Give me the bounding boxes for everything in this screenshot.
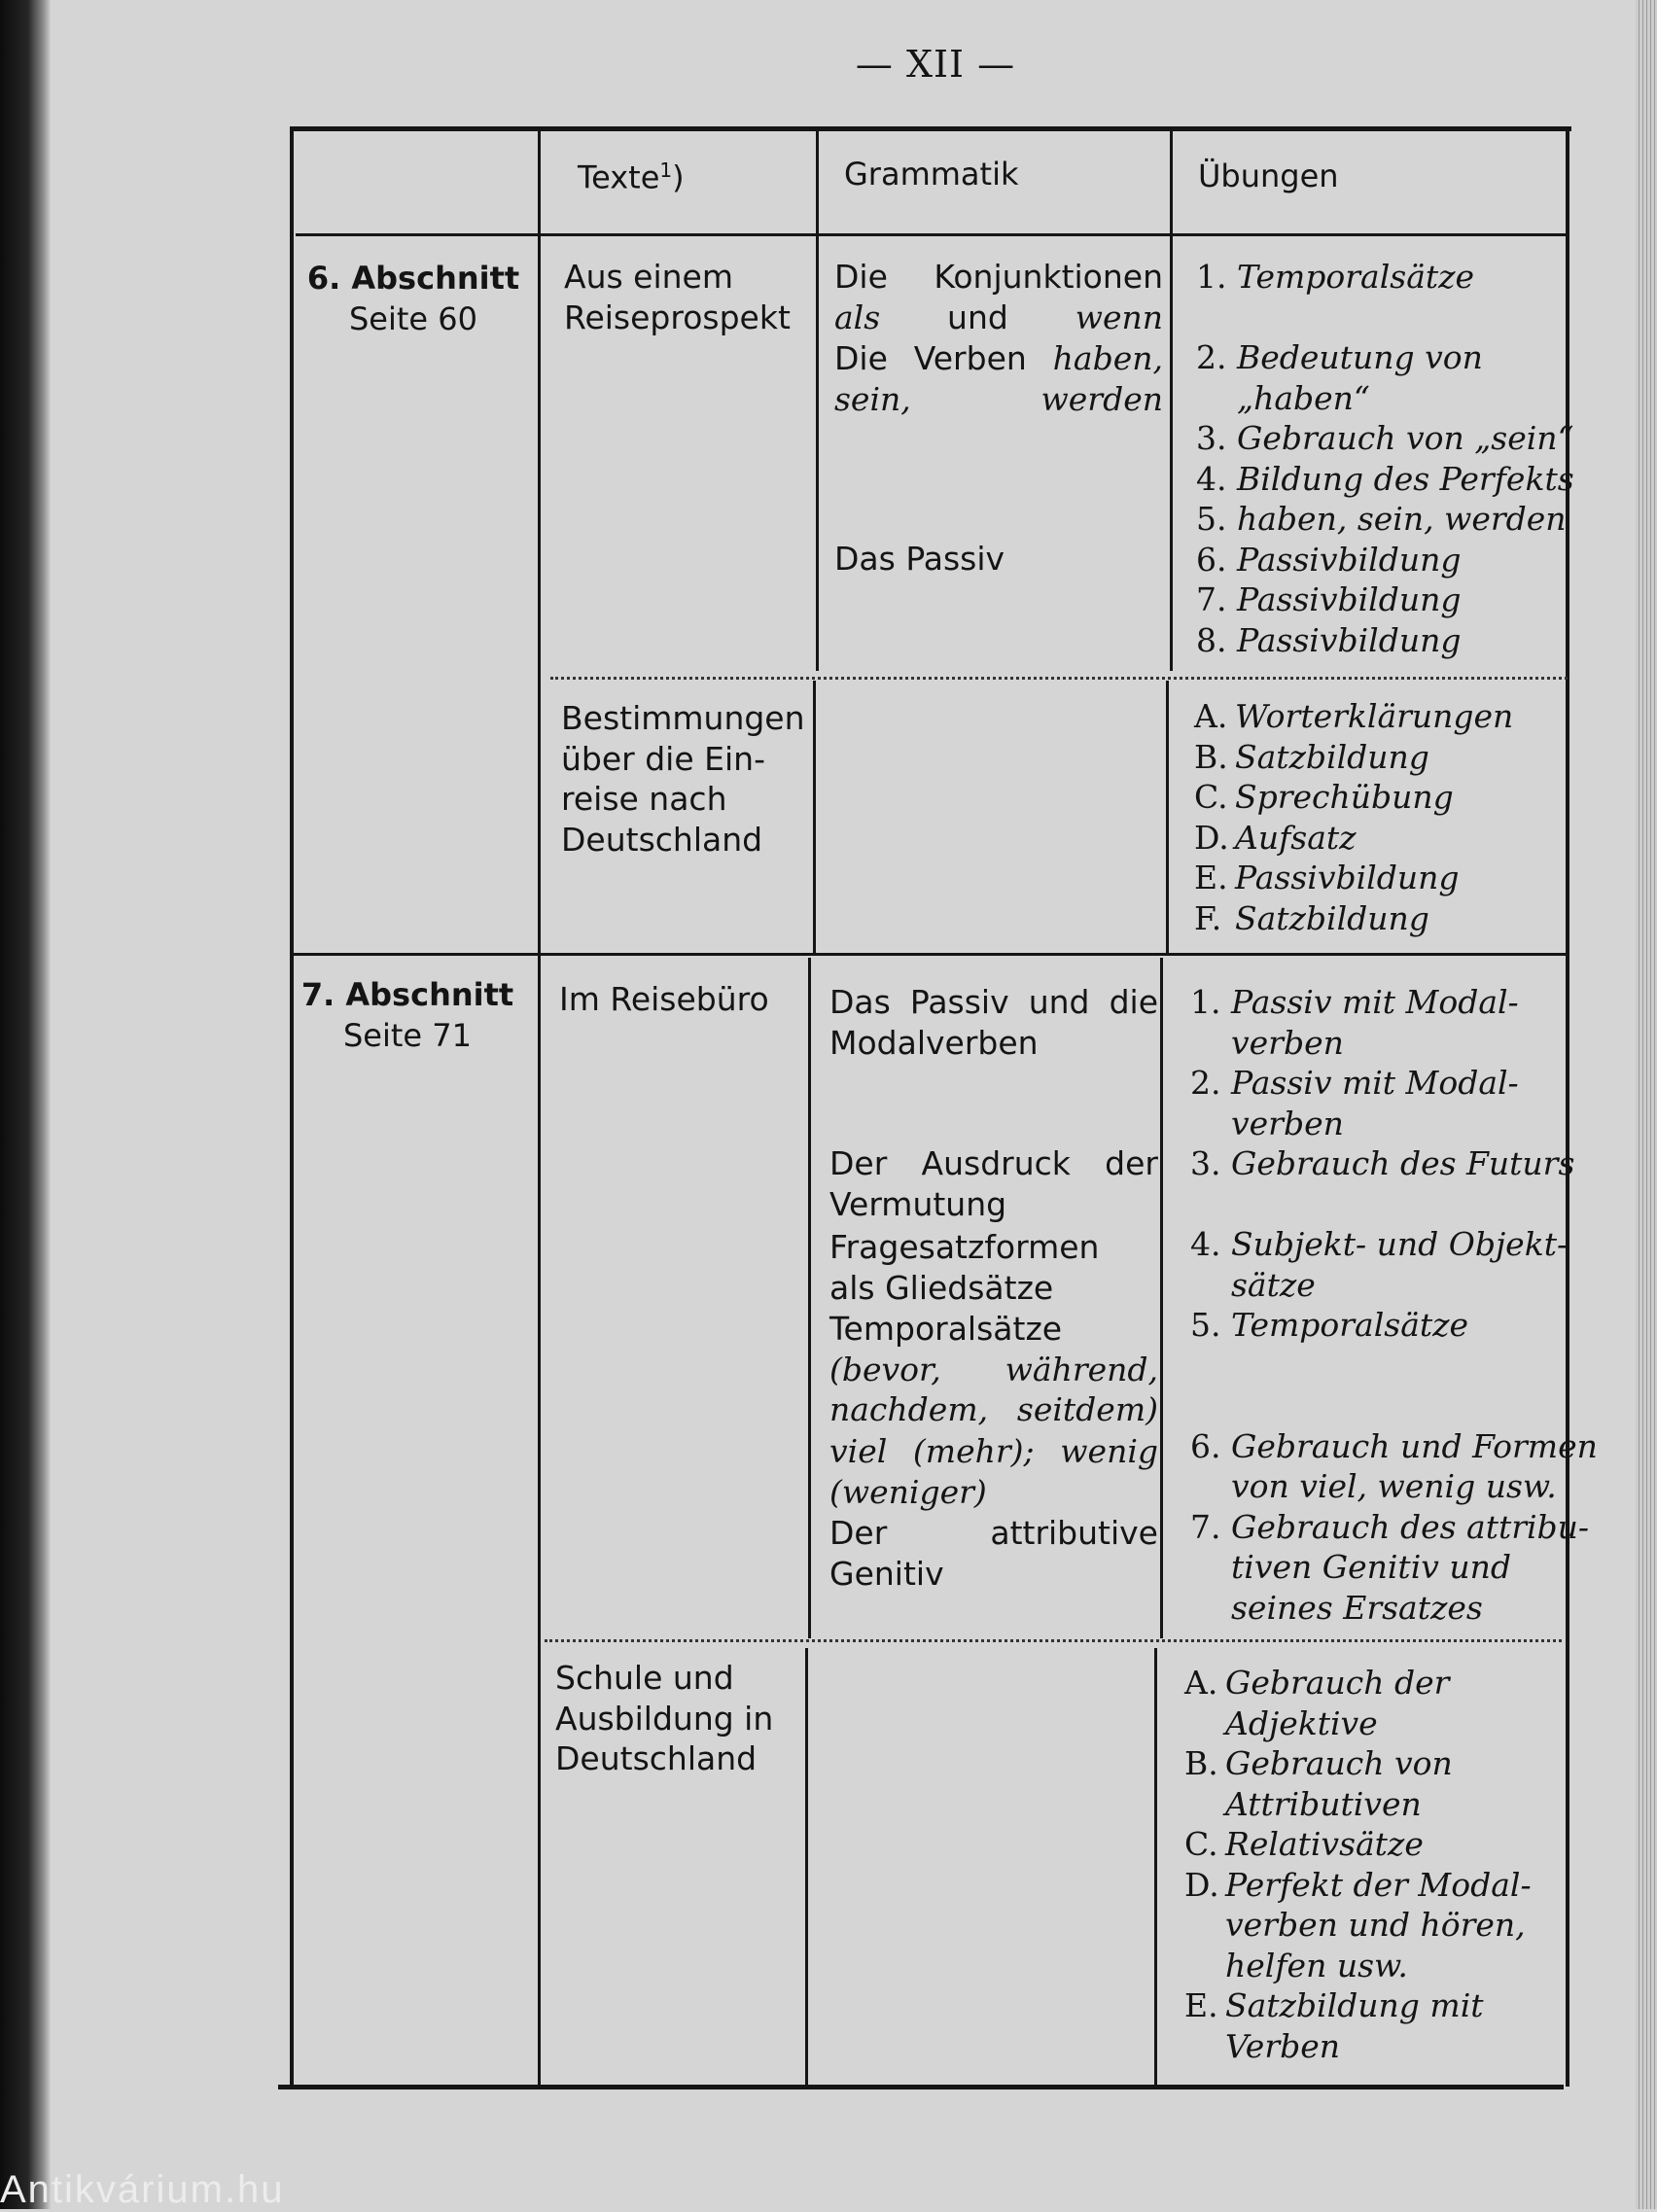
column-rule-3 <box>1170 126 1173 671</box>
grammar-line <box>829 1431 1158 1472</box>
spacer <box>1190 1346 1564 1387</box>
exercise-number: E. <box>1194 859 1228 896</box>
exercise-text: Gebrauch und Formen <box>1231 1426 1598 1465</box>
exercise-text: „haben“ <box>1237 378 1370 417</box>
exercise-number: B. <box>1194 737 1228 776</box>
grammar-item <box>829 1431 1158 1512</box>
exercise-number: F. <box>1194 898 1222 937</box>
exercise-item <box>1190 1305 1564 1346</box>
exercise-item <box>1190 1224 1569 1265</box>
exercise-number <box>1184 1905 1225 1946</box>
exercise-text: Gebrauch des Futurs <box>1231 1144 1575 1182</box>
exercise-item <box>1196 499 1566 540</box>
grammar-italic: (bevor, während, <box>829 1350 1158 1388</box>
exercise-number: 3. <box>1190 1144 1221 1182</box>
exercise-number: 4. <box>1190 1225 1221 1263</box>
exercise-text: Temporalsätze <box>1237 258 1475 296</box>
exercise-text: Gebrauch des attribu- <box>1231 1507 1590 1546</box>
exercise-text: Satzbildung <box>1235 898 1429 937</box>
exercise-item-continuation <box>1190 1547 1564 1588</box>
grammar-line: Die Konjunktionen <box>834 258 1163 296</box>
grammar-line: Der Ausdruck der <box>829 1144 1158 1182</box>
exercise-text: Passivbildung <box>1237 620 1462 659</box>
grammar-line <box>829 1472 1158 1513</box>
grammar-line: Vermutung <box>829 1184 1007 1223</box>
text-title: Aus einem Reiseprospekt <box>564 258 791 336</box>
exercise-item <box>1184 1865 1558 1906</box>
grammar-italic: nachdem, seitdem) <box>829 1390 1158 1428</box>
exercise-text: Gebrauch der <box>1225 1664 1450 1702</box>
exercise-number: A. <box>1194 697 1228 735</box>
exercise-item <box>1194 696 1564 737</box>
exercise-number <box>1190 1023 1231 1064</box>
block-divider-dotted <box>550 677 1568 680</box>
grammar-line: Das Passiv <box>834 540 1005 578</box>
grammar-italic: (weniger) <box>829 1472 987 1511</box>
exercise-text: Gebrauch von „sein“ <box>1237 419 1574 457</box>
grammar-italic: sein, werden <box>834 379 1163 418</box>
grammar-line <box>834 379 1163 420</box>
exercise-text: Bildung des Perfekts <box>1237 459 1574 498</box>
exercise-item <box>1194 858 1564 898</box>
table-bottom-rule <box>278 2085 1564 2089</box>
grammar-line: Temporalsätze <box>829 1310 1063 1348</box>
exercise-item-continuation <box>1190 1466 1564 1507</box>
grammar-italic: als <box>834 298 881 336</box>
column-rule-3c <box>1160 958 1163 1638</box>
exercise-item-continuation <box>1190 1023 1564 1064</box>
exercise-number: B. <box>1184 1744 1218 1782</box>
exercise-number <box>1184 1784 1225 1825</box>
header-bottom-rule <box>296 233 1568 236</box>
grammar-line: Der attributive <box>829 1514 1158 1552</box>
section-heading: 6. Abschnitt Seite 60 <box>306 260 520 337</box>
book-binding-shadow <box>0 0 51 2209</box>
header-grammatik: Grammatik <box>844 156 1019 193</box>
exercise-list <box>1194 696 1564 938</box>
exercise-number <box>1190 1265 1231 1306</box>
exercise-number: 2. <box>1190 1064 1221 1102</box>
exercise-text: Attributiven <box>1225 1784 1422 1823</box>
exercise-text: Perfekt der Modal- <box>1225 1865 1532 1904</box>
grammar-italic: viel (mehr); wenig <box>829 1432 1158 1470</box>
exercise-item-continuation <box>1190 1588 1564 1629</box>
spacer <box>1190 1184 1564 1225</box>
exercise-item-continuation <box>1184 1784 1558 1825</box>
grammar-line: als und wenn <box>834 298 1163 336</box>
exercise-number: A. <box>1184 1664 1218 1702</box>
exercise-number: 8. <box>1196 620 1227 659</box>
exercise-text: Passiv mit Modal- <box>1231 983 1519 1021</box>
exercise-text: haben, sein, werden <box>1237 500 1567 538</box>
exercise-item <box>1184 1824 1558 1865</box>
exercise-item <box>1194 737 1564 778</box>
table-left-border <box>290 126 294 2087</box>
exercise-number: 6. <box>1190 1426 1221 1465</box>
column-rule-2d <box>805 1648 808 2087</box>
grammar-line: als Gliedsätze <box>829 1268 1054 1307</box>
exercise-text: seines Ersatzes <box>1231 1588 1483 1627</box>
exercise-text: tiven Genitiv und <box>1231 1548 1512 1586</box>
exercise-number <box>1196 378 1237 419</box>
exercise-item-continuation <box>1190 1104 1564 1144</box>
grammar-italic: wenn <box>1075 298 1163 336</box>
exercise-number: 6. <box>1196 540 1227 579</box>
exercise-number: 7. <box>1196 580 1227 618</box>
exercise-text: helfen usw. <box>1225 1946 1408 1984</box>
exercise-text: Subjekt- und Objekt- <box>1231 1225 1569 1263</box>
exercise-text: verben <box>1231 1023 1344 1062</box>
exercise-text: Passivbildung <box>1235 859 1460 896</box>
spacer <box>1196 298 1566 338</box>
grammar-item <box>834 257 1163 337</box>
exercise-item <box>1196 459 1574 500</box>
exercise-number <box>1190 1588 1231 1629</box>
column-rule-2c <box>808 958 811 1638</box>
exercise-text: Satzbildung mit <box>1225 1986 1484 2024</box>
exercise-text: Gebrauch von <box>1225 1744 1453 1782</box>
exercise-item-continuation <box>1190 1265 1564 1306</box>
exercise-text: Satzbildung <box>1235 737 1429 776</box>
column-rule-2 <box>816 126 819 671</box>
exercise-item-continuation <box>1196 378 1566 419</box>
grammar-item <box>829 1309 1158 1430</box>
column-rule-3b <box>1166 681 1169 955</box>
text-title: Schule und Ausbildung in Deutschland <box>555 1659 774 1777</box>
text-title: Im Reisebüro <box>559 980 769 1018</box>
exercise-number <box>1184 2026 1225 2067</box>
spacer <box>1190 1386 1564 1426</box>
exercise-text: sätze <box>1231 1265 1316 1304</box>
exercise-item <box>1190 982 1564 1023</box>
column-rule-1 <box>538 126 541 2087</box>
grammar-item <box>829 1227 1158 1308</box>
exercise-text: Temporalsätze <box>1231 1306 1469 1344</box>
exercise-text: Adjektive <box>1225 1703 1378 1742</box>
header-texte: Texte$^1$) <box>578 158 685 196</box>
grammar-line: Genitiv <box>829 1554 944 1593</box>
exercise-number: 4. <box>1196 459 1227 498</box>
grammar-item <box>829 1513 1158 1594</box>
grammar-line: Modalverben <box>829 1023 1039 1062</box>
exercise-item <box>1190 1143 1575 1184</box>
exercise-number: 5. <box>1196 500 1227 538</box>
grammar-italic: haben, <box>1052 339 1163 377</box>
exercise-item <box>1196 337 1566 378</box>
grammar-line <box>829 1350 1158 1390</box>
exercise-item-continuation <box>1184 1946 1558 1986</box>
exercise-number: 2. <box>1196 338 1227 376</box>
exercise-item <box>1196 257 1566 298</box>
text-title: Bestimmungen über die Ein- reise nach Deutschland <box>561 699 805 859</box>
page-number: — XII — <box>855 43 1016 86</box>
exercise-text: Sprechübung <box>1235 778 1454 816</box>
exercise-item <box>1196 540 1566 580</box>
watermark: Antikvárium.hu <box>0 2168 285 2211</box>
grammar-line: Das Passiv und die <box>829 983 1158 1021</box>
exercise-number: E. <box>1184 1986 1218 2024</box>
exercise-number <box>1190 1104 1231 1144</box>
block-divider-dotted <box>545 1639 1562 1642</box>
exercise-item <box>1190 1063 1564 1104</box>
exercise-number <box>1190 1547 1231 1588</box>
grammar-item <box>834 539 1163 579</box>
exercise-number <box>1184 1946 1225 1986</box>
exercise-number <box>1190 1466 1231 1507</box>
exercise-item <box>1196 579 1566 620</box>
column-rule-2b <box>813 681 816 955</box>
exercise-item <box>1196 620 1566 661</box>
grammar-item <box>829 1143 1158 1224</box>
exercise-number: 7. <box>1190 1507 1221 1546</box>
exercise-item-continuation <box>1184 2026 1558 2067</box>
exercise-item-continuation <box>1184 1905 1558 1946</box>
exercise-text: Passivbildung <box>1237 540 1462 579</box>
exercise-item <box>1190 1507 1590 1548</box>
exercise-item <box>1194 777 1564 818</box>
section-divider <box>292 953 1568 956</box>
exercise-number: 5. <box>1190 1306 1221 1344</box>
exercise-number <box>1184 1703 1225 1744</box>
grammar-line <box>829 1389 1158 1430</box>
exercise-text: von viel, wenig usw. <box>1231 1467 1557 1505</box>
grammar-line: Fragesatzformen <box>829 1228 1100 1266</box>
exercise-number: D. <box>1184 1865 1219 1904</box>
exercise-item <box>1184 1743 1558 1784</box>
exercise-text: Passivbildung <box>1237 580 1462 618</box>
exercise-text: Relativsätze <box>1225 1825 1424 1863</box>
exercise-text: Worterklärungen <box>1235 697 1514 735</box>
exercise-number: C. <box>1194 778 1228 816</box>
exercise-list <box>1184 1663 1558 2066</box>
exercise-list <box>1190 982 1598 1628</box>
exercise-text: Passiv mit Modal- <box>1231 1064 1519 1102</box>
exercise-text: verben und hören, <box>1225 1906 1526 1944</box>
exercise-item <box>1184 1663 1558 1703</box>
exercise-text: Bedeutung von <box>1237 338 1483 376</box>
exercise-number: D. <box>1194 818 1229 857</box>
column-rule-3d <box>1154 1648 1157 2087</box>
exercise-text: Aufsatz <box>1235 818 1357 857</box>
exercise-number: C. <box>1184 1825 1218 1863</box>
exercise-item <box>1194 898 1564 939</box>
grammar-item <box>834 338 1163 419</box>
exercise-number: 3. <box>1196 419 1227 457</box>
exercise-item <box>1190 1426 1598 1467</box>
header-uebungen: Übungen <box>1198 158 1339 194</box>
table-top-rule <box>292 126 1571 131</box>
exercise-item <box>1194 818 1564 859</box>
page-edges <box>1636 0 1657 2209</box>
exercise-number: 1. <box>1196 258 1227 296</box>
exercise-number: 1. <box>1190 983 1221 1021</box>
exercise-item <box>1196 418 1574 459</box>
exercise-text: verben <box>1231 1104 1344 1142</box>
exercise-item-continuation <box>1184 1703 1558 1744</box>
grammar-item <box>829 982 1158 1063</box>
exercise-text: Verben <box>1225 2026 1341 2065</box>
exercise-item <box>1184 1985 1558 2026</box>
exercise-list <box>1196 257 1574 660</box>
section-heading: 7. Abschnitt Seite 71 <box>300 976 514 1054</box>
grammar-line: Die Verben haben, <box>834 339 1163 377</box>
